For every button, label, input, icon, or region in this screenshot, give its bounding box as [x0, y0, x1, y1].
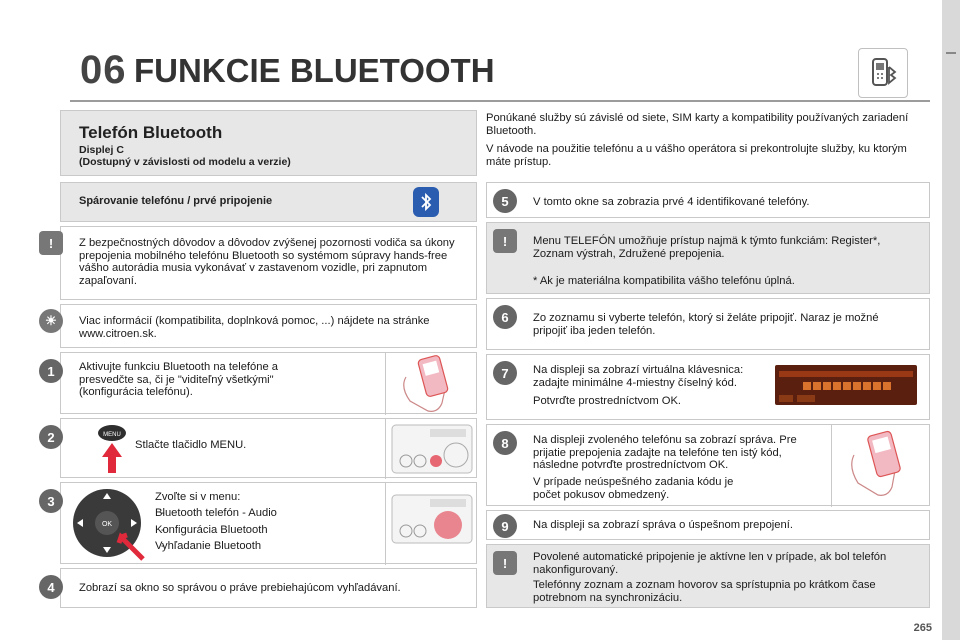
step-5: [486, 182, 930, 218]
step-marker-7: 7: [493, 361, 517, 385]
page-number: 265: [913, 622, 932, 634]
intro-text-2: V návode na použitie telefónu a u vášho operátora si prekontrolujte služby, ku ktorým máte prístup.: [486, 143, 907, 168]
radio-panel-icon: [385, 419, 478, 479]
step-marker-8: 8: [493, 431, 517, 455]
step-4-text: Zobrazí sa okno so správou o práve prebiehajúcom vyhľadávaní.: [79, 582, 401, 594]
step-3-intro: Zvoľte si v menu:: [155, 491, 241, 503]
warning-right-text-2: * Ak je materiálna kompatibilita vášho telefónu úplná.: [533, 275, 795, 287]
step-8-text-1: Na displeji zvoleného telefónu sa zobrazí správa. Pre prijatie prepojenia zadajte na telefóne ten istý kód, následne potvrďte prostredníctvom OK.: [533, 434, 797, 472]
menu-option-bt-config: - Konfigurácia Bluetooth: [155, 524, 355, 537]
section-title: Telefón Bluetooth: [79, 123, 223, 142]
menu-option-bt-search: - Vyhľadanie Bluetooth: [155, 540, 355, 553]
step-marker-5: 5: [493, 189, 517, 213]
step-marker-2: 2: [39, 425, 63, 449]
menu-option-bt-audio: - Bluetooth telefón - Audio: [155, 507, 355, 520]
pairing-title: Spárovanie telefónu / prvé pripojenie: [79, 195, 273, 207]
warning-icon-final: !: [493, 551, 517, 575]
step-7-text-1: Na displeji sa zobrazí virtuálna klávesnica: zadajte minimálne 4-miestny číselný kód.: [533, 364, 744, 389]
warning-box: [48, 226, 477, 300]
svg-text:MENU: MENU: [103, 432, 121, 438]
svg-text:OK: OK: [101, 521, 113, 528]
step-6: [486, 298, 930, 350]
final-note-text-1: Povolené automatické pripojenie je aktívne len v prípade, ak bol telefón nakonfigurovaný.: [533, 551, 887, 576]
warning-text: Z bezpečnostných dôvodov a dôvodov zvýšenej pozornosti vodiča sa úkony prepojenia mobilného telefónu Bluetooth so systémom súpravy hands-free vášho autorádia musia vykonávať v zastavenom vozidle, pri zapnutom zapaľovaní.: [79, 237, 455, 287]
step-3: [47, 482, 477, 564]
chapter-number: 06: [80, 48, 127, 92]
virtual-keyboard-screen: [775, 365, 917, 405]
intro-text-1: Ponúkané služby sú závislé od siete, SIM karty a kompatibility používaných zariadení Bluetooth.: [486, 112, 909, 137]
final-note-text-2: Telefónny zoznam a zoznam hovorov sa sprístupnia po krátkom čase potrebnom na synchronizáciu.: [533, 579, 876, 604]
step-1-text: Aktivujte funkciu Bluetooth na telefóne a presvedčte sa, či je "viditeľný všetkými" (konfigurácia telefónu).: [79, 361, 279, 399]
step-marker-9: 9: [493, 514, 517, 538]
step-8: [486, 424, 930, 506]
step-8-text-2: V prípade neúspešného zadania kódu je počet pokusov obmedzený.: [533, 476, 734, 501]
step-marker-4: 4: [39, 575, 63, 599]
ok-dpad-icon: [69, 485, 153, 563]
chapter-title: FUNKCIE BLUETOOTH: [134, 52, 495, 89]
step-marker-1: 1: [39, 359, 63, 383]
phone-bluetooth-icon: [858, 48, 908, 98]
step-9: [486, 510, 930, 540]
info-text: Viac informácií (kompatibilita, doplnková pomoc, ...) nájdete na stránke www.citroen.sk.: [79, 315, 430, 340]
menu-button-icon: [97, 423, 127, 475]
warning-icon: !: [39, 231, 63, 255]
final-note-box: [486, 544, 930, 608]
step-5-text: V tomto okne sa zobrazia prvé 4 identifikované telefóny.: [533, 196, 810, 208]
warning-right-text-1: Menu TELEFÓN umožňuje prístup najmä k týmto funkciám: Register*, Zoznam výstrah, Združené prepojenia.: [533, 235, 881, 260]
step-1: [47, 352, 477, 414]
section-subtitle: Displej C: [79, 144, 124, 156]
bluetooth-icon: [413, 187, 439, 217]
right-edge-tab: [942, 0, 960, 640]
step-3-menu-list: [155, 507, 355, 553]
phone-in-hand-icon-2: [831, 425, 931, 507]
pairing-header: [60, 182, 477, 222]
info-box: [45, 304, 477, 348]
step-2: [47, 418, 477, 478]
warning-icon-right: !: [493, 229, 517, 253]
section-subtitle-note: (Dostupný v závislosti od modelu a verzie): [79, 156, 291, 168]
step-marker-3: 3: [39, 489, 63, 513]
info-sun-icon: ☀: [39, 309, 63, 333]
warning-box-right: [486, 222, 930, 294]
step-7: [486, 354, 930, 420]
step-7-text-2: Potvrďte prostredníctvom OK.: [533, 395, 682, 407]
step-4: [47, 568, 477, 608]
step-marker-6: 6: [493, 305, 517, 329]
phone-in-hand-icon: [385, 353, 478, 415]
step-2-text: Stlačte tlačidlo MENU.: [135, 439, 247, 451]
radio-panel-icon-2: [385, 483, 478, 565]
step-6-text: Zo zoznamu si vyberte telefón, ktorý si želáte pripojiť. Naraz je možné pripojiť iba jeden telefón.: [533, 312, 879, 337]
header-divider: [70, 100, 930, 102]
step-9-text: Na displeji sa zobrazí správa o úspešnom prepojení.: [533, 519, 793, 531]
title-box: [60, 110, 477, 176]
